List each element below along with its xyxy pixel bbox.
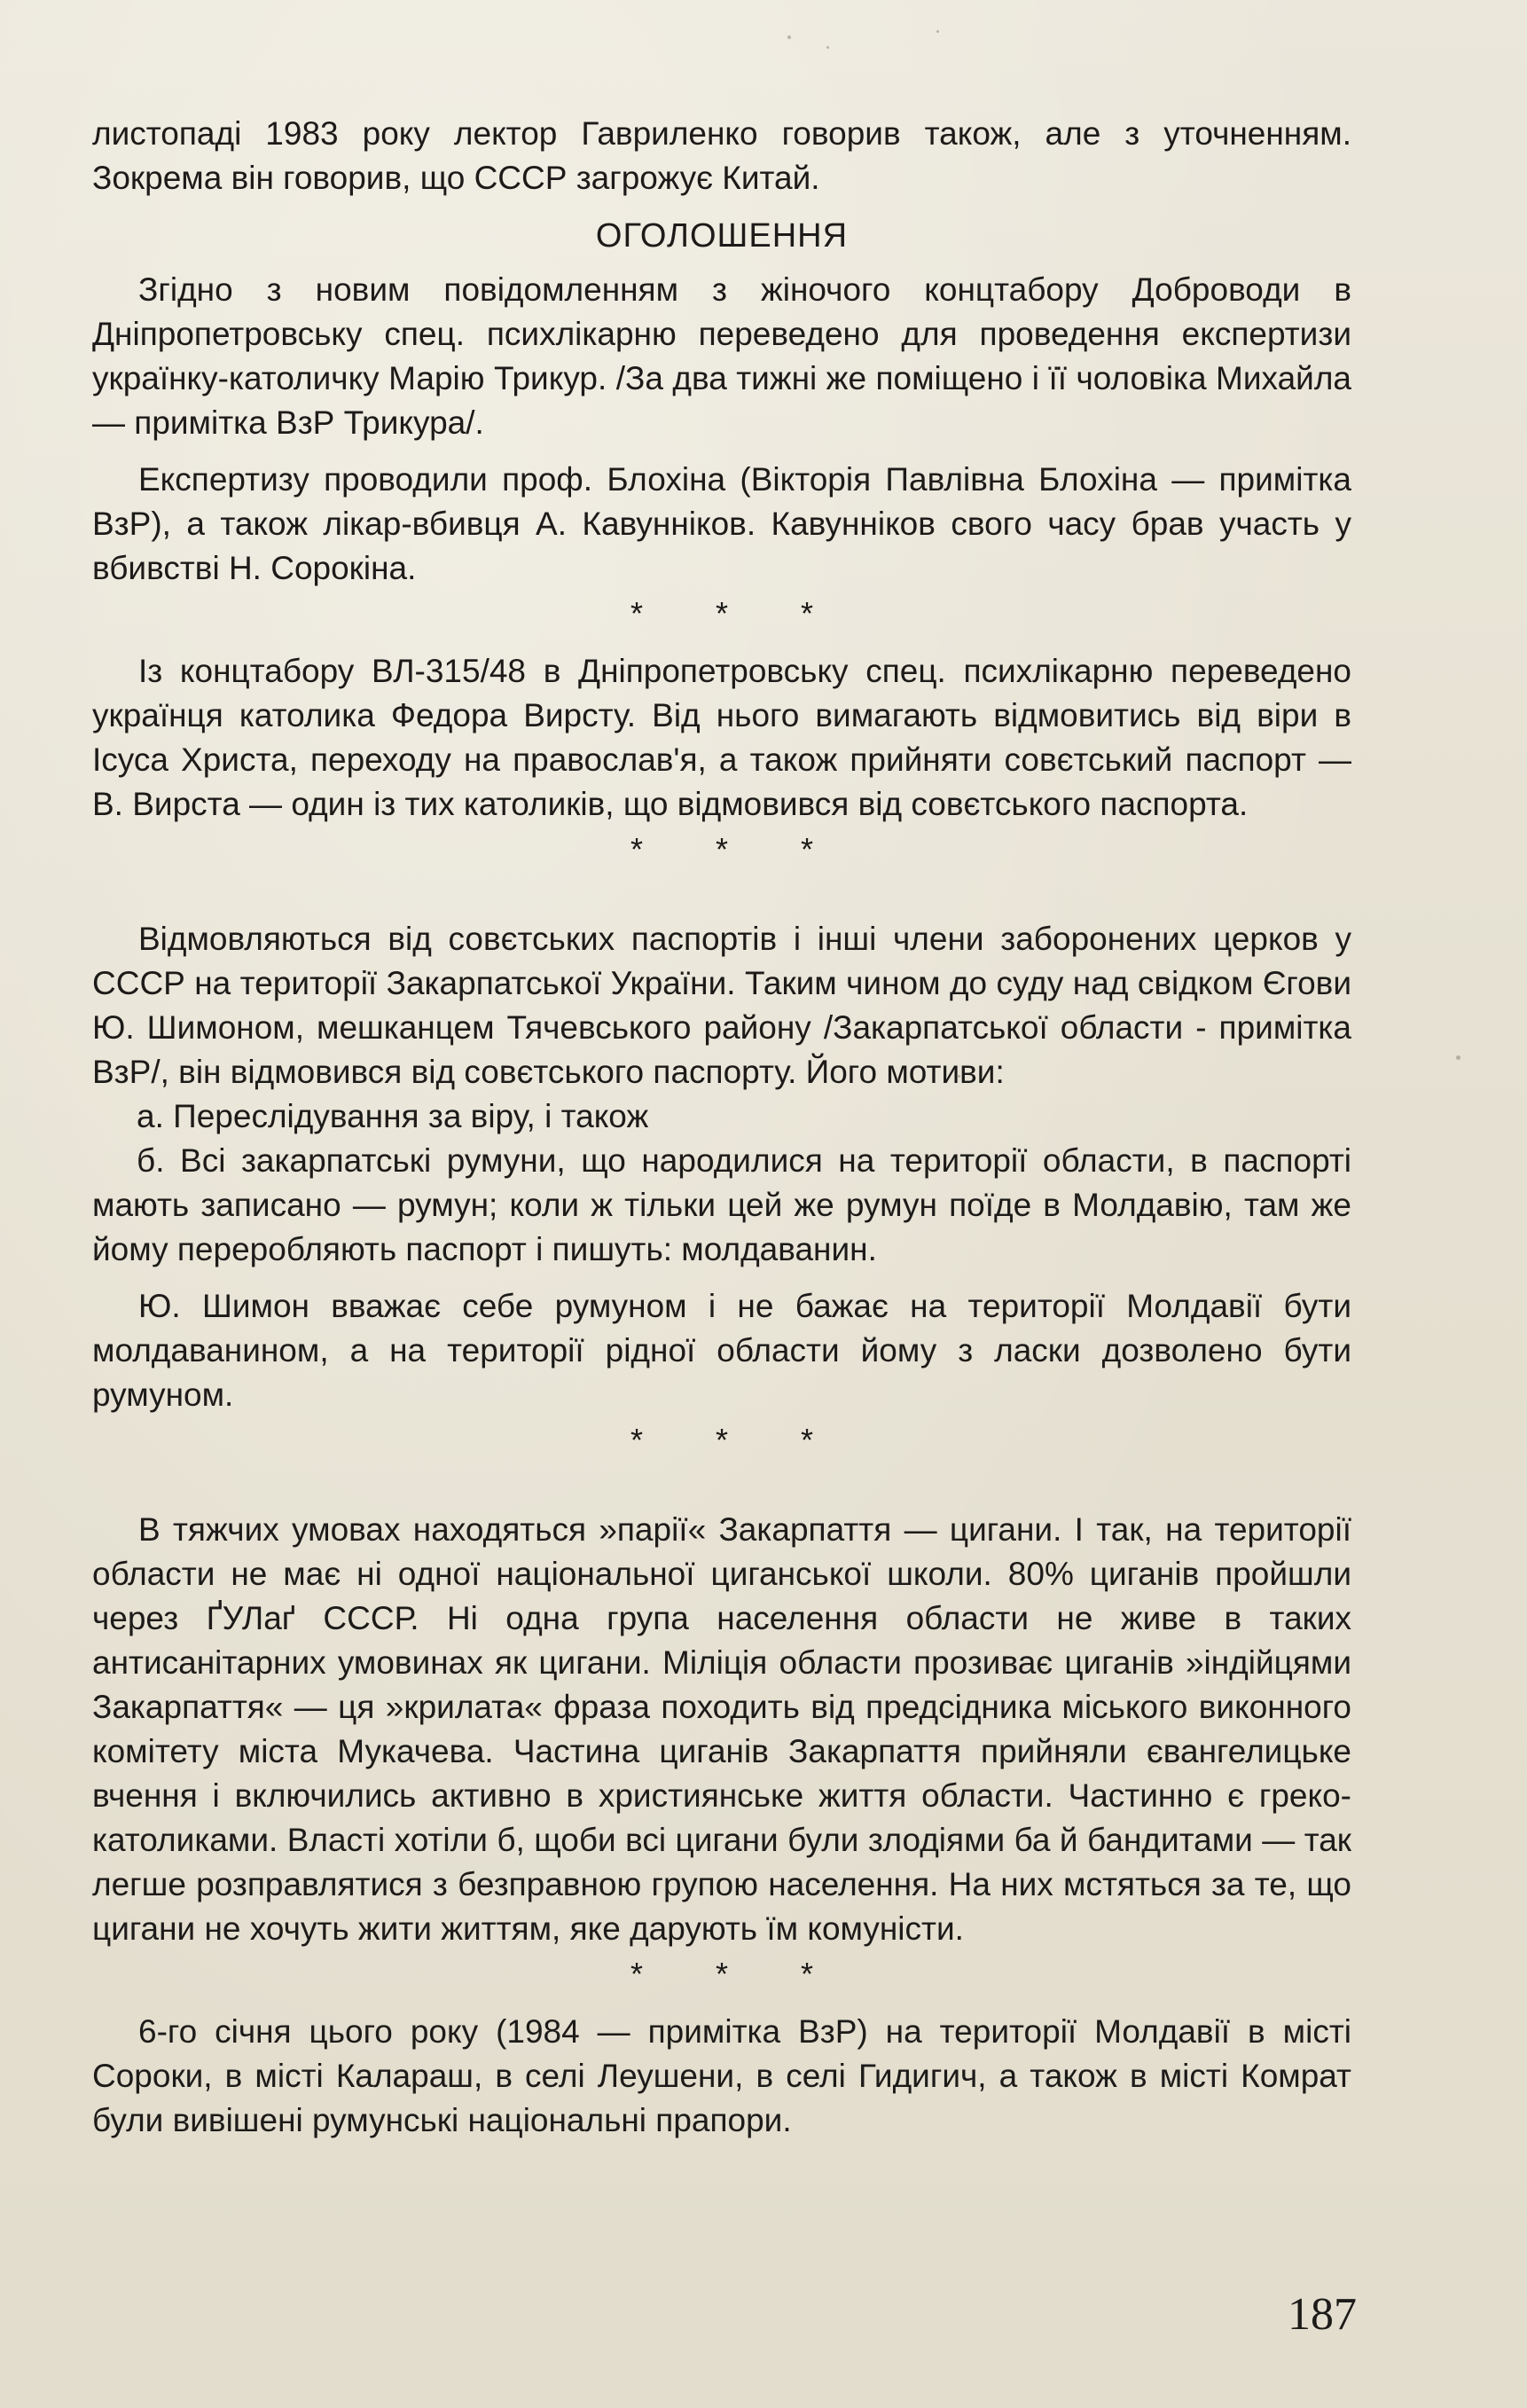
separator: * * * <box>630 595 846 631</box>
paper-speck <box>936 30 939 33</box>
paragraph-7: 6-го січня цього року (1984 — примітка ВзР) на території Молдавії в місті Сороки, в місті Калараш, в селі Леушени, в селі Гидигич, а також в місті Комрат були вивішені румунські національні прапори. <box>92 2013 1351 2138</box>
paragraph-4: Відмовляються від совєтських паспортів і інші члени заборонених церков у СССР на території Закарпатської України. Таким чином до суду над свідком Єгови Ю. Шимоном, мешканцем Тячевського району /Закарпатської области - примітка ВзР/, він відмовився від совєтського паспорту. Його мотиви: <box>92 921 1351 1090</box>
list-item-a: а. Переслідування за віру, і також <box>137 1098 649 1134</box>
intro-paragraph: листопаді 1983 року лектор Гавриленко говорив також, але з уточненням. Зокрема він говорив, що СССР загрожує Китай. <box>92 115 1351 196</box>
paragraph-6: В тяжчих умовах находяться »парії« Закарпаття — цигани. І так, на території области не має ні одної національної циганської школи. 80% циганів пройшли через ҐУЛаґ СССР. Ні одна група населення области не живе в таких антисанітарних умовинах як цигани. Міліція области прозиває циганів »індійцями Закарпаття« — ця »крилата« фраза походить від предсідника міського виконного комітету міста Мукачева. Частина циганів Закарпаття прийняли євангелицьке вчення і включились активно в християнське життя области. Частинно є греко-католиками. Власті хотіли б, щоби всі цигани були злодіями ба й бандитами — так легше розправлятися з безправною групою населення. На них мстяться за те, що цигани не хочуть жити життям, яке дарують їм комуністи. <box>92 1511 1351 1947</box>
paragraph-5: Ю. Шимон вважає себе румуном і не бажає на території Молдавії бути молдаванином, а на території рідної области йому з ласки дозволено бути румуном. <box>92 1288 1351 1413</box>
list-item-b: б. Всі закарпатські румуни, що народилися на території области, в паспорті мають записано — румун; коли ж тільки цей же румун поїде в Молдавію, там же йому переробляють паспорт і пишуть: молдаванин. <box>92 1142 1351 1267</box>
separator: * * * <box>630 831 846 867</box>
paper-speck <box>826 46 829 49</box>
paper-speck <box>787 35 791 39</box>
paragraph-3: Із концтабору ВЛ-315/48 в Дніпропетровську спец. психлікарню переведено українця католика Федора Вирсту. Від нього вимагають відмовитись від віри в Ісуса Христа, переходу на православ'я, а також прийняти совєтський паспорт — В. Вирста — один із тих католиків, що відмовився від совєтського паспорта. <box>92 653 1351 822</box>
section-title: ОГОЛОШЕННЯ <box>595 217 849 255</box>
separator: * * * <box>630 1422 846 1458</box>
separator: * * * <box>630 1956 846 1992</box>
paper-speck <box>1456 1055 1460 1060</box>
paragraph-1: Згідно з новим повідомленням з жіночого концтабору Доброводи в Дніпропетровську спец. психлікарню переведено для проведення експертизи українку-католичку Марію Трикур. /За два тижні же поміщено і її чоловіка Михайла — примітка ВзР Трикура/. <box>92 271 1351 441</box>
body-text <box>92 112 1351 2143</box>
paragraph-2: Експертизу проводили проф. Блохіна (Вікторія Павлівна Блохіна — примітка ВзР), а також лікар-вбивця А. Кавунніков. Кавунніков свого часу брав участь у вбивстві Н. Сорокіна. <box>92 461 1351 586</box>
page-number: 187 <box>1288 2289 1357 2340</box>
